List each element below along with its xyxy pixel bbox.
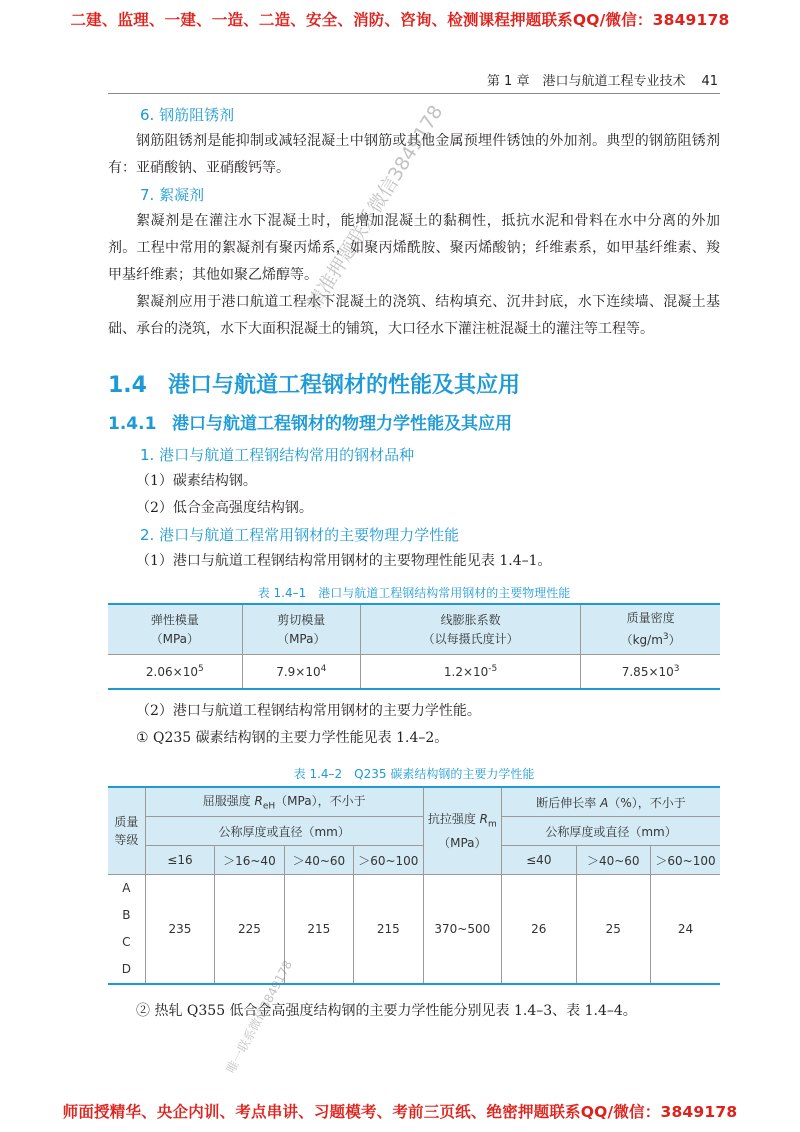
header-range: ≤40 [502, 846, 576, 875]
q355-block [108, 998, 720, 1025]
header-thickness-elongation: 公称厚度或直径（mm） [502, 817, 720, 846]
table-header-row [108, 787, 720, 817]
physical-properties-table [108, 603, 720, 690]
header-range: ＞40~60 [576, 846, 650, 875]
header-thickness-yield: 公称厚度或直径（mm） [145, 817, 423, 846]
cell-elongation: 26 [502, 875, 576, 985]
cell-elastic-modulus: $2.06\times 10^5$ [108, 655, 242, 690]
cell-yield: 225 [215, 875, 284, 985]
table-row [108, 655, 720, 690]
top-promo-banner: 二建、监理、一建、一造、二造、安全、消防、咨询、检测课程押题联系QQ/微信：3849178 [70, 11, 730, 29]
bottom-promo-banner: 师面授精华、央企内训、考点串讲、习题模考、考前三页纸、绝密押题联系QQ/微信：3849178 [62, 1103, 738, 1121]
chapter-title: 第 1 章 港口与航道工程专业技术 [486, 74, 686, 89]
cell-elongation: 25 [576, 875, 650, 985]
grade-list-cell [108, 875, 145, 985]
header-yield-strength: 屈服强度 $R_{eH}(MPa)$，不小于 [145, 787, 423, 817]
subsection-title: 港口与航道工程钢材的物理力学性能及其应用 [172, 414, 512, 434]
grade-label: B [122, 908, 131, 922]
steel-types-block [108, 442, 720, 575]
section-heading-1-4 [108, 368, 520, 399]
section-number: 1.4 [108, 373, 147, 398]
header-range: ≤16 [145, 846, 214, 875]
q235-mechanical-table [108, 786, 720, 985]
cell-yield: 215 [284, 875, 353, 985]
header-elastic-modulus: 弹性模量 （MPa） [108, 604, 242, 655]
table-row [108, 875, 720, 985]
table-header-row [108, 817, 720, 846]
cell-tensile: 370~500 [423, 875, 502, 985]
header-shear-modulus: 剪切模量 （MPa） [242, 604, 360, 655]
header-range: ＞40~60 [284, 846, 353, 875]
header-range: ＞16~40 [215, 846, 284, 875]
list-item-q355: ② 热轧 Q355 低合金高强度结构钢的主要力学性能分别见表 1.4–3、表 1.4–4。 [136, 1003, 637, 1019]
list-item-carbon-steel: （1）碳素结构钢。 [136, 473, 257, 489]
header-tensile-strength: 抗拉强度 $R_m$ （MPa） [423, 787, 502, 875]
paragraph-rebar-inhibitor: 钢筋阻锈剂是能抑制或减轻混凝土中钢筋或其他金属预埋件锈蚀的外加剂。典型的钢筋阻锈剂有：亚硝酸钠、亚硝酸钙等。 [108, 133, 720, 176]
section-heading-1-4-1 [108, 409, 512, 434]
cell-thermal-expansion: $1.2\times 10^{-5}$ [360, 655, 580, 690]
table-header-row [108, 846, 720, 875]
grade-label: A [122, 881, 131, 895]
section-6-7-block [108, 102, 720, 343]
cell-shear-modulus: $7.9\times 10^4$ [242, 655, 360, 690]
diagonal-watermark-small: 唯一联系微信3849178 [223, 958, 296, 1076]
list-item-mechanical-properties: （2）港口与航道工程钢结构常用钢材的主要力学性能。 [136, 703, 481, 719]
grade-label: C [122, 935, 131, 949]
header-range: ＞60~100 [354, 846, 423, 875]
grade-label: D [121, 962, 131, 976]
cell-elongation: 24 [651, 875, 720, 985]
mechanical-properties-block [108, 698, 720, 752]
header-rule [108, 93, 720, 94]
table-header-row [108, 604, 720, 655]
heading-flocculant: 7. 絮凝剂 [140, 186, 205, 204]
cell-density: $7.85\times 10^3$ [581, 655, 720, 690]
page-number: 41 [701, 74, 718, 89]
diagonal-watermark: 精准押题联系微信3849178 [303, 101, 448, 314]
list-item-q235: ① Q235 碳素结构钢的主要力学性能见表 1.4–2。 [136, 730, 449, 746]
header-range: ＞60~100 [651, 846, 720, 875]
subsection-number: 1.4.1 [108, 414, 157, 434]
list-item-physical-properties: （1）港口与航道工程钢结构常用钢材的主要物理性能见表 1.4–1。 [136, 553, 552, 569]
header-density: 质量密度 $(kg/m^3)$ [581, 604, 720, 655]
heading-steel-types: 1. 港口与航道工程钢结构常用的钢材品种 [140, 446, 415, 464]
running-head [487, 70, 718, 89]
heading-rebar-inhibitor: 6. 钢筋阻锈剂 [140, 106, 235, 124]
paragraph-flocculant-application: 絮凝剂应用于港口航道工程水下混凝土的浇筑、结构填充、沉井封底，水下连续墙、混凝土基础、承台的浇筑，水下大面积混凝土的铺筑，大口径水下灌注桩混凝土的灌注等工程等。 [108, 294, 720, 337]
section-title: 港口与航道工程钢材的性能及其应用 [168, 373, 521, 398]
paragraph-flocculant-definition: 絮凝剂是在灌注水下混凝土时，能增加混凝土的黏稠性，抵抗水泥和骨料在水中分离的外加剂。工程中常用的絮凝剂有聚丙烯系，如聚丙烯酰胺、聚丙烯酸钠；纤维素系，如甲基纤维素、羧甲基纤维素；其他如聚乙烯醇等。 [108, 213, 720, 283]
table-1-caption: 表 1.4–1 港口与航道工程钢结构常用钢材的主要物理性能 [257, 586, 571, 600]
cell-yield: 235 [145, 875, 214, 985]
header-quality-grade: 质量等级 [108, 787, 145, 875]
table-2-caption: 表 1.4–2 Q235 碳素结构钢的主要力学性能 [293, 767, 535, 781]
heading-steel-properties: 2. 港口与航道工程常用钢材的主要物理力学性能 [140, 526, 460, 544]
list-item-low-alloy-steel: （2）低合金高强度结构钢。 [136, 500, 313, 516]
header-thermal-expansion: 线膨胀系数 （以每摄氏度计） [360, 604, 580, 655]
cell-yield: 215 [354, 875, 423, 985]
header-elongation: 断后伸长率 A（%），不小于 [502, 787, 720, 817]
